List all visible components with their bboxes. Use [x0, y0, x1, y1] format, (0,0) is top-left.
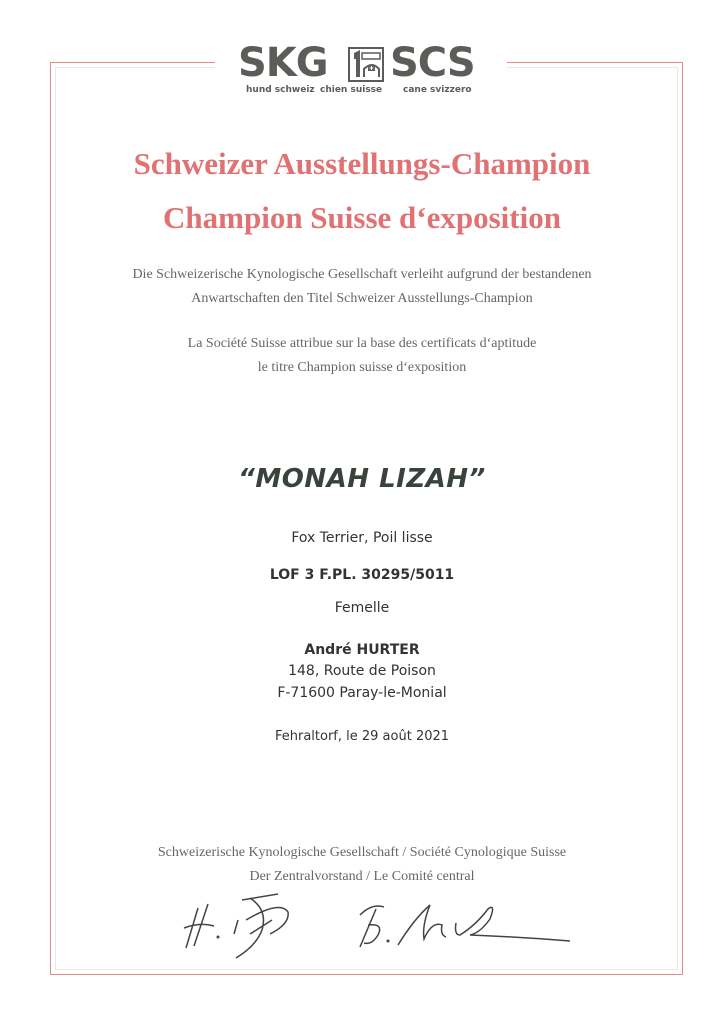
owner-address-line2: F-71600 Paray-le-Monial — [277, 685, 447, 701]
intro-french-line2: le titre Champion suisse d‘exposition — [257, 360, 467, 375]
logo-scs: SCS — [390, 40, 475, 86]
dog-house-logo-icon — [348, 47, 384, 82]
dog-sex: Femelle — [334, 600, 390, 616]
owner-address-line1: 148, Route de Poison — [288, 663, 436, 679]
title-german: Schweizer Ausstellungs-Champion — [133, 146, 591, 181]
footer-committee: Der Zentralvorstand / Le Comité central — [249, 869, 475, 884]
owner-name: André HURTER — [304, 642, 420, 658]
place-date: Fehraltorf, le 29 août 2021 — [274, 729, 450, 744]
signature-2 — [350, 895, 580, 955]
dog-breed: Fox Terrier, Poil lisse — [291, 530, 433, 546]
intro-french-line1: La Société Suisse attribue sur la base des certificats d‘aptitude — [187, 336, 537, 351]
intro-german-line2: Anwartschaften den Titel Schweizer Ausstellungs-Champion — [191, 291, 533, 306]
intro-german-line1: Die Schweizerische Kynologische Gesellschaft verleiht aufgrund der bestandenen — [132, 267, 592, 282]
skg-scs-logo — [238, 40, 488, 100]
logo-skg: SKG — [238, 40, 328, 86]
title-french: Champion Suisse d‘exposition — [163, 200, 561, 235]
logo-tagline-it: cane svizzero — [403, 85, 472, 95]
footer-organization: Schweizerische Kynologische Gesellschaft / Société Cynologique Suisse — [157, 845, 567, 860]
dog-registration: LOF 3 F.PL. 30295/5011 — [269, 567, 455, 583]
dog-name: “MONAH LIZAH” — [238, 464, 486, 494]
logo-tagline-fr: chien suisse — [320, 85, 383, 95]
signature-1 — [180, 890, 320, 960]
logo-tagline-de: hund schweiz — [246, 85, 315, 95]
